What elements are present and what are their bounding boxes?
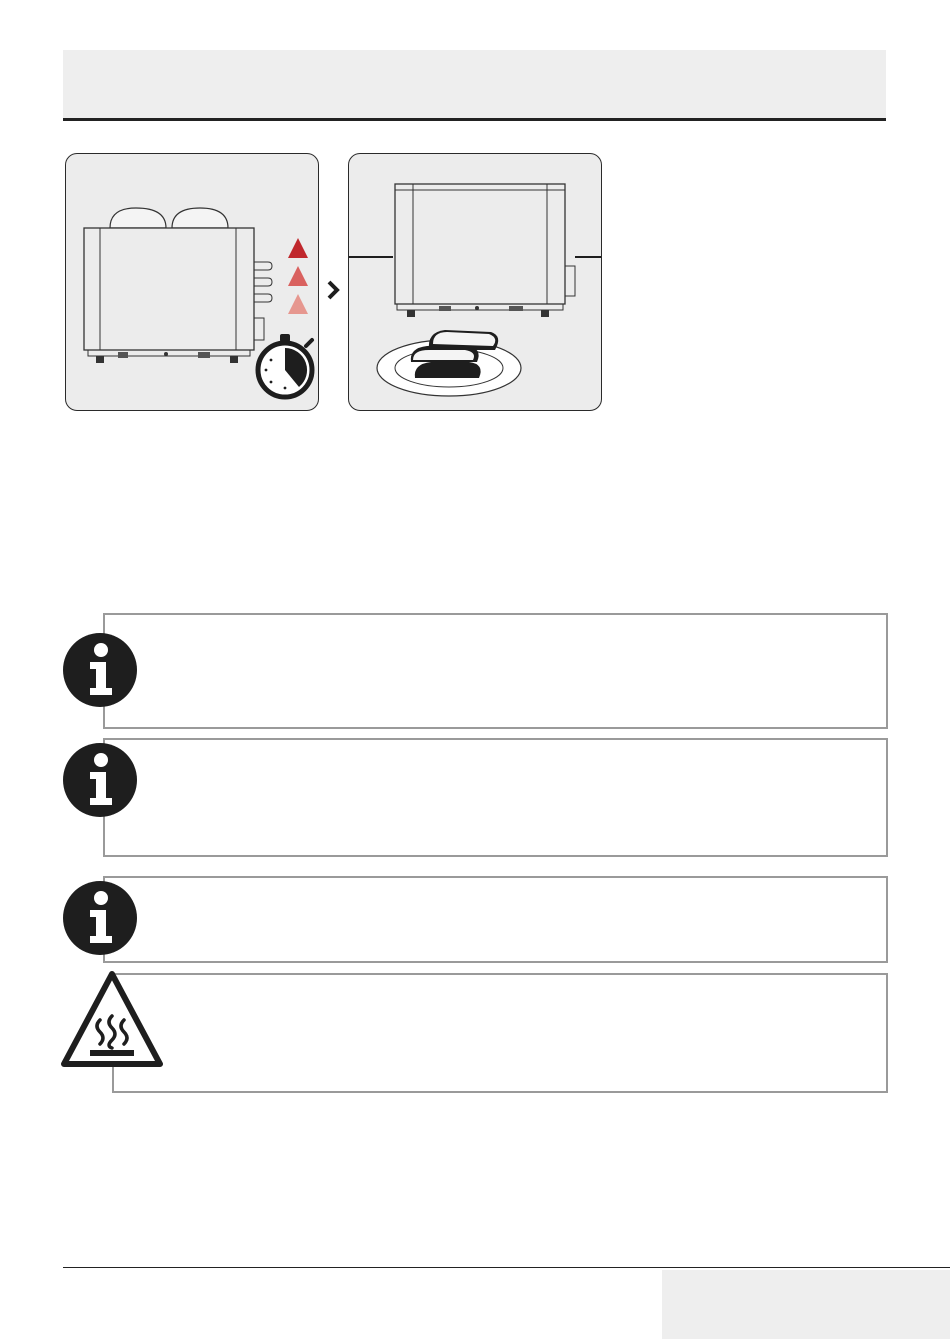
hot-surface-warning-icon (60, 970, 164, 1070)
toast-ready-illustration-panel (348, 153, 602, 411)
warning-note-box (112, 973, 888, 1093)
browning-level-mid-marker (288, 266, 308, 286)
footer-band (662, 1270, 950, 1339)
toasting-illustration-panel (65, 153, 319, 411)
info-icon (62, 880, 138, 956)
header-band (63, 50, 886, 118)
info-note-box (103, 876, 888, 963)
browning-level-high-marker (288, 238, 308, 258)
footer-rule (63, 1267, 950, 1268)
browning-level-low-marker (288, 294, 308, 314)
toaster-done-drawing (349, 154, 601, 410)
header-rule (63, 118, 886, 121)
chevron-right-icon (325, 278, 343, 302)
info-note-box (103, 738, 888, 857)
info-note-box (103, 613, 888, 729)
toaster-toasting-drawing (66, 154, 318, 410)
info-icon (62, 742, 138, 818)
info-icon (62, 632, 138, 708)
stopwatch-icon (258, 334, 312, 397)
